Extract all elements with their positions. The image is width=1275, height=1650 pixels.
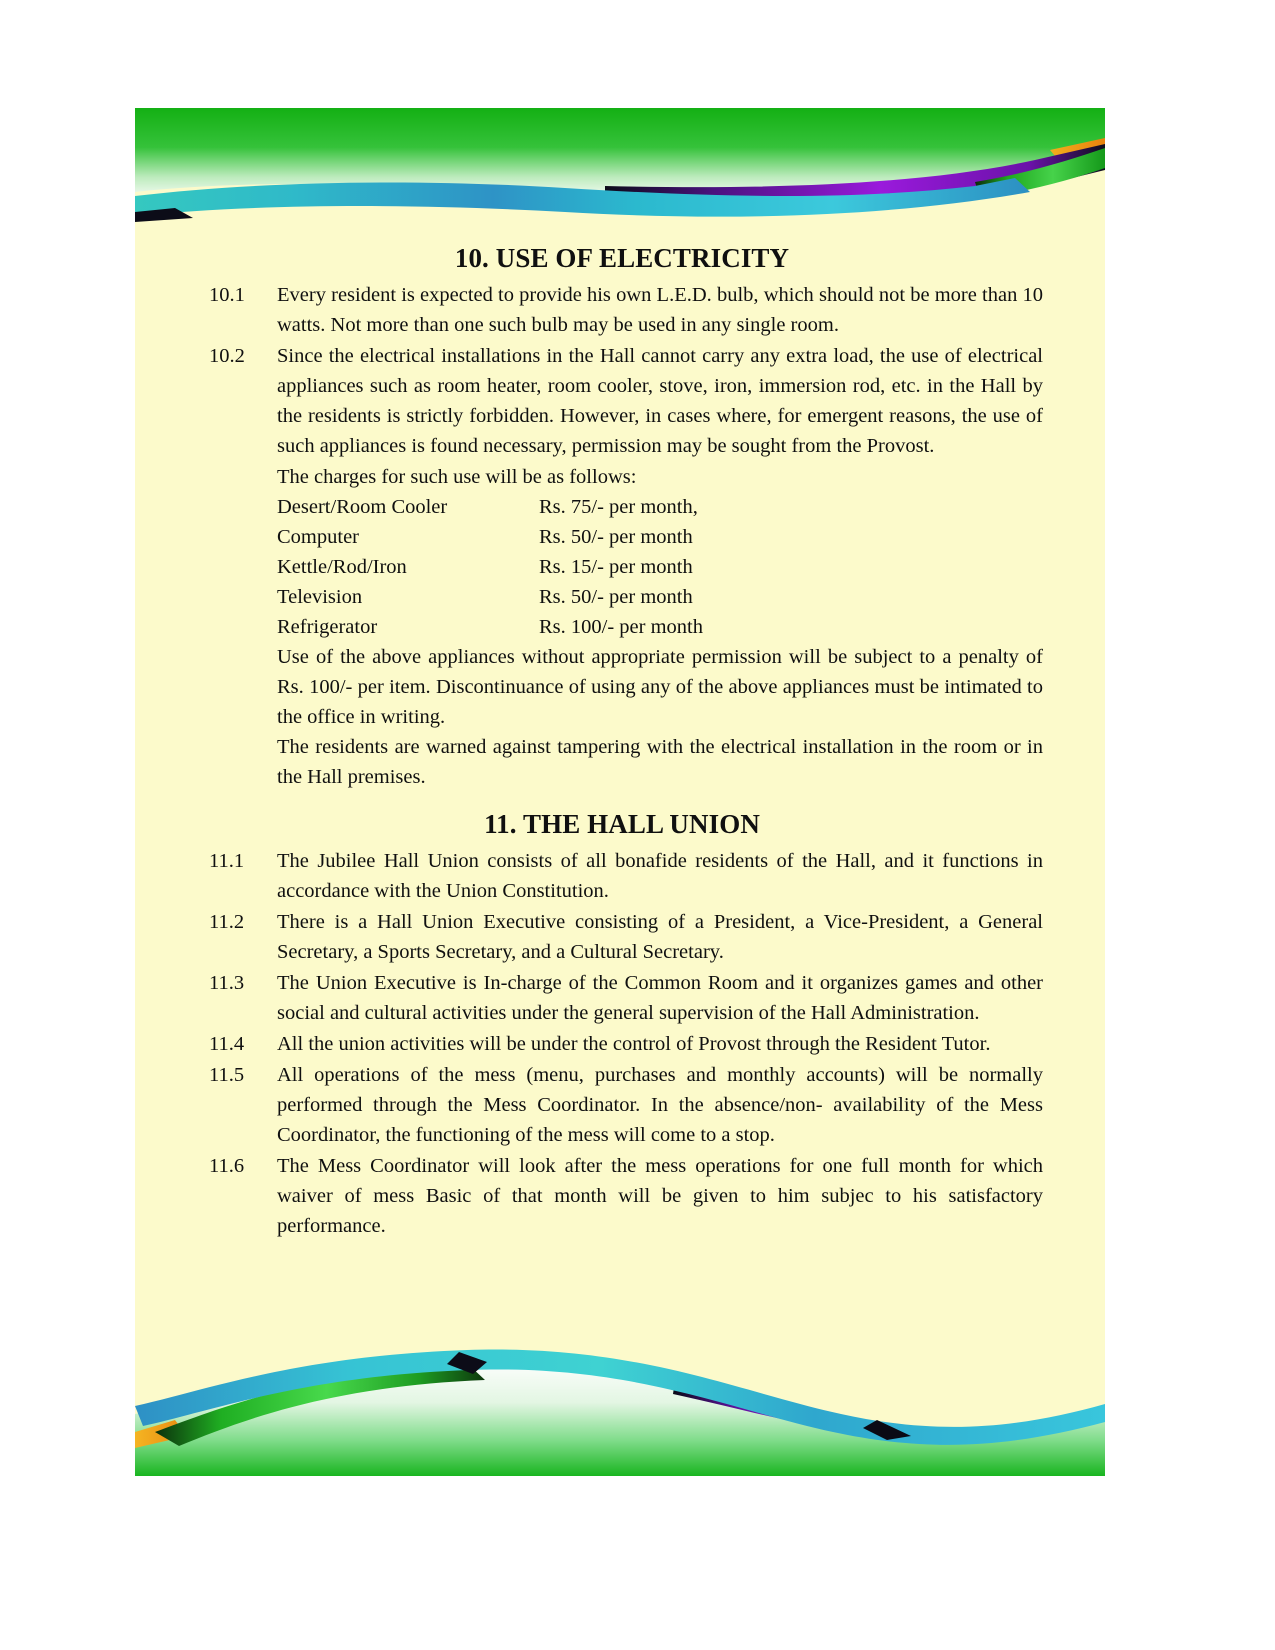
header-orange-accent [1050,138,1105,168]
header-dark-accent [135,208,193,222]
header-green-field [135,108,1105,201]
header-green-ribbon [975,148,1105,198]
header-wave-decoration [135,108,1105,224]
charge-item-rate: Rs. 75/- per month, [539,495,698,518]
table-row [277,612,703,642]
footer-dark-accent-left [447,1352,487,1374]
tampering-warning-note: The residents are warned against tampering with the electrical installation in the room or in the Hall premises. [277,735,1043,788]
table-row [277,522,703,552]
charge-item-rate: Rs. 100/- per month [539,615,703,638]
header-cyan-wave [135,178,1030,217]
clause-body: There is a Hall Union Executive consisting of a President, a Vice-President, a General Secretary, a Sports Secretary, and a Cultural Secretary. [277,910,1043,963]
penalty-note: Use of the above appliances without appropriate permission will be subject to a penalty of Rs. 100/- per item. Discontinuance of using any of the above appliances must be intimated to the office in writing. [277,645,1043,728]
clause-number: 11.3 [209,971,245,994]
charges-intro: The charges for such use will be as follows: [277,465,637,488]
clause-number: 11.1 [209,849,245,872]
footer-cyan-wave [135,1349,1105,1444]
clause-11-2 [201,907,1043,967]
charge-item-name: Kettle/Rod/Iron [277,555,407,578]
clause-11-6 [201,1151,1043,1241]
clause-body: The Union Executive is In-charge of the Common Room and it organizes games and other social and cultural activities under the general supervision of the Hall Administration. [277,971,1043,1024]
clause-body: All operations of the mess (menu, purchases and monthly accounts) will be normally performed through the Mess Coordinator. In the absence/non- availability of the Mess Coordinator, the functioning of the mess will come to a stop. [277,1063,1043,1146]
document-content [135,228,1105,1242]
document-page [135,108,1105,1476]
footer-green-ribbon [155,1366,485,1446]
clause-body: The Mess Coordinator will look after the mess operations for one full month for which waiver of mess Basic of that month will be given to him subjec to his satisfactory performance. [277,1154,1043,1237]
charge-item-name: Refrigerator [277,615,378,638]
clause-body: Since the electrical installations in the Hall cannot carry any extra load, the use of electrical appliances such as room heater, room cooler, stove, iron, immersion rod, etc. in the Hall by the residents is strictly forbidden. However, in cases where, for emergent reasons, the use of such appliances is found necessary, permission may be sought from the Provost. [277,344,1043,457]
footer-purple-ribbon [673,1380,907,1438]
clause-10-1 [201,280,1043,340]
page-title-section-11: 11. THE HALL UNION [484,808,760,839]
clause-11-4 [201,1029,1043,1059]
clause-body: The Jubilee Hall Union consists of all bonafide residents of the Hall, and it functions in accordance with the Union Constitution. [277,849,1043,902]
clause-11-1 [201,846,1043,906]
clause-11-3 [201,968,1043,1028]
table-row [277,552,703,582]
clause-body: All the union activities will be under the control of Provost through the Resident Tutor. [277,1032,991,1055]
charge-item-name: Desert/Room Cooler [277,495,448,518]
charge-item-rate: Rs. 50/- per month [539,585,693,608]
footer-wave-svg [135,1336,1105,1476]
charge-item-name: Computer [277,525,359,548]
table-row [277,492,703,522]
charge-item-rate: Rs. 50/- per month [539,525,693,548]
charge-item-rate: Rs. 15/- per month [539,555,693,578]
footer-wave-decoration [135,1336,1105,1476]
clause-number: 11.5 [209,1063,245,1086]
charge-item-name: Television [277,585,363,608]
clause-number: 10.2 [209,344,245,367]
footer-dark-accent-right [863,1420,911,1440]
header-purple-ribbon [605,144,1105,208]
clause-number: 11.4 [209,1032,245,1055]
clause-number: 11.2 [209,910,245,933]
footer-green-field [135,1357,1105,1476]
table-row [277,582,703,612]
footer-orange-accent [135,1420,187,1448]
clause-number: 11.6 [209,1154,245,1177]
clause-11-5 [201,1060,1043,1150]
header-wave-svg [135,108,1105,224]
page-title-section-10: 10. USE OF ELECTRICITY [454,243,790,273]
clause-body: Every resident is expected to provide his own L.E.D. bulb, which should not be more than 10 watts. Not more than one such bulb may be used in any single room. [277,283,1043,336]
clause-10-2 [201,341,1043,461]
appliance-charges-table [277,492,703,642]
clause-number: 10.1 [209,283,245,306]
